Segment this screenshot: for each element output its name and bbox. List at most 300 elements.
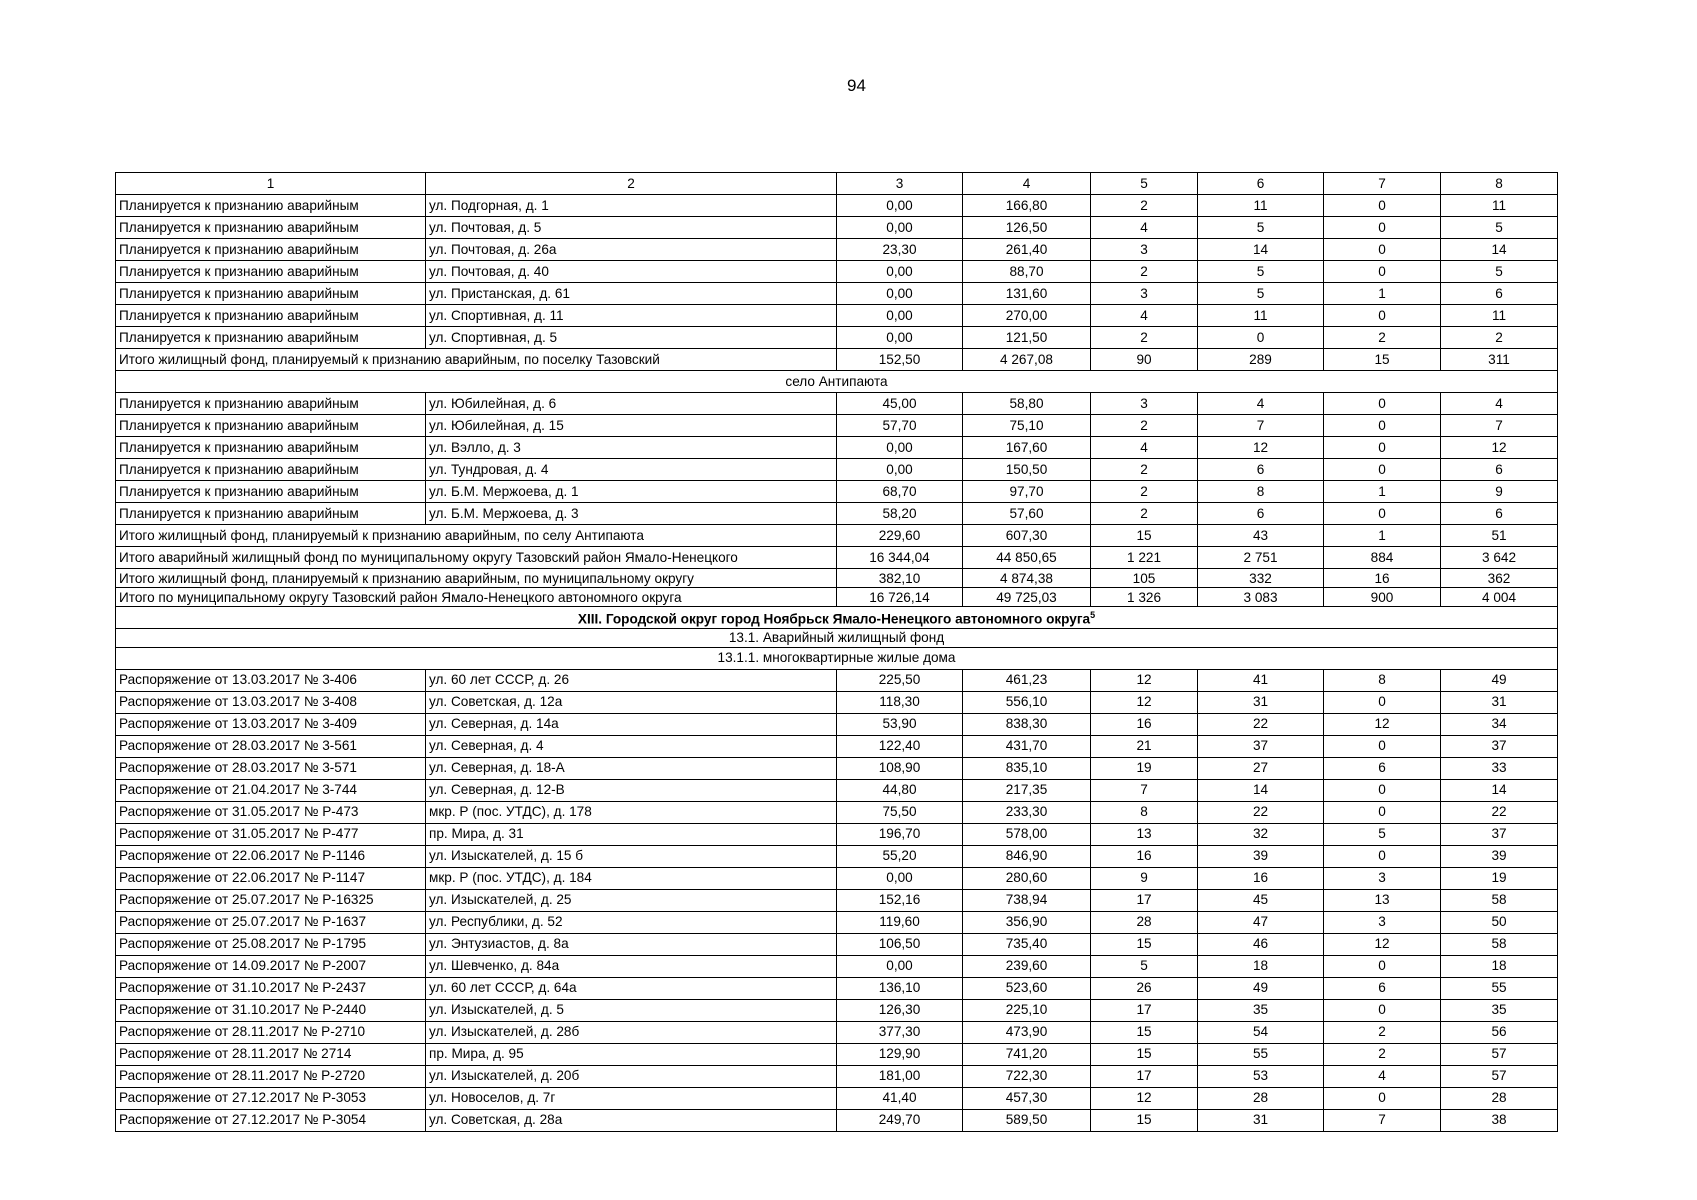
all-residents-cell: 56 — [1441, 1021, 1558, 1043]
all-residents-cell: 4 004 — [1441, 588, 1558, 607]
planned-residents-cell: 0 — [1324, 217, 1441, 239]
address-cell: ул. Северная, д. 12-В — [426, 779, 837, 801]
basis-cell: Распоряжение от 31.10.2017 № Р-2440 — [116, 999, 426, 1021]
residents-cell: 32 — [1198, 823, 1324, 845]
living-area-cell: 4 267,08 — [963, 349, 1091, 371]
living-area-cell: 166,80 — [963, 195, 1091, 217]
basis-cell: Планируется к признанию аварийным — [116, 459, 426, 481]
basis-cell: Планируется к признанию аварийным — [116, 217, 426, 239]
basis-cell: Распоряжение от 31.05.2017 № Р-473 — [116, 801, 426, 823]
planned-residents-cell: 0 — [1324, 239, 1441, 261]
section-header-row — [116, 371, 1558, 393]
residents-cell: 0 — [1198, 327, 1324, 349]
flats-cell: 4 — [1091, 305, 1198, 327]
planned-residents-cell: 2 — [1324, 1021, 1441, 1043]
section-cell — [116, 607, 1558, 629]
planned-residents-cell: 0 — [1324, 459, 1441, 481]
table-row — [116, 823, 1558, 845]
planned-residents-cell: 6 — [1324, 977, 1441, 999]
address-cell: ул. Б.М. Мержоева, д. 3 — [426, 503, 837, 525]
address-cell: пр. Мира, д. 95 — [426, 1043, 837, 1065]
table-row — [116, 305, 1558, 327]
total-area-cell: 0,00 — [837, 437, 963, 459]
address-cell: ул. Энтузиастов, д. 8а — [426, 933, 837, 955]
residents-cell: 27 — [1198, 757, 1324, 779]
flats-cell: 2 — [1091, 261, 1198, 283]
flats-cell: 12 — [1091, 1087, 1198, 1109]
basis-cell: Планируется к признанию аварийным — [116, 305, 426, 327]
residents-cell: 31 — [1198, 691, 1324, 713]
living-area-cell: 270,00 — [963, 305, 1091, 327]
planned-residents-cell: 1 — [1324, 481, 1441, 503]
table-row — [116, 757, 1558, 779]
basis-cell: Распоряжение от 25.07.2017 № Р-16325 — [116, 889, 426, 911]
residents-cell: 22 — [1198, 801, 1324, 823]
living-area-cell: 835,10 — [963, 757, 1091, 779]
flats-cell: 15 — [1091, 1043, 1198, 1065]
living-area-cell: 735,40 — [963, 933, 1091, 955]
basis-cell: Распоряжение от 22.06.2017 № Р-1146 — [116, 845, 426, 867]
section-title: 13.1. Аварийный жилищный фонд — [728, 630, 945, 646]
basis-cell: Распоряжение от 27.12.2017 № Р-3053 — [116, 1087, 426, 1109]
table-row — [116, 1021, 1558, 1043]
table-row — [116, 239, 1558, 261]
basis-cell: Распоряжение от 28.11.2017 № Р-2720 — [116, 1065, 426, 1087]
all-residents-cell: 33 — [1441, 757, 1558, 779]
all-residents-cell: 6 — [1441, 503, 1558, 525]
all-residents-cell: 4 — [1441, 393, 1558, 415]
planned-residents-cell: 15 — [1324, 349, 1441, 371]
flats-cell: 28 — [1091, 911, 1198, 933]
all-residents-cell: 22 — [1441, 801, 1558, 823]
all-residents-cell: 11 — [1441, 305, 1558, 327]
living-area-cell: 356,90 — [963, 911, 1091, 933]
total-area-cell: 41,40 — [837, 1087, 963, 1109]
table-row — [116, 217, 1558, 239]
address-cell: мкр. Р (пос. УТДС), д. 184 — [426, 867, 837, 889]
living-area-cell: 607,30 — [963, 525, 1091, 547]
flats-cell: 17 — [1091, 889, 1198, 911]
flats-cell: 5 — [1091, 955, 1198, 977]
planned-residents-cell: 0 — [1324, 801, 1441, 823]
total-area-cell: 196,70 — [837, 823, 963, 845]
planned-residents-cell: 0 — [1324, 999, 1441, 1021]
address-cell: ул. Изыскателей, д. 20б — [426, 1065, 837, 1087]
basis-cell: Планируется к признанию аварийным — [116, 195, 426, 217]
total-row — [116, 547, 1558, 569]
section-header-row — [116, 647, 1558, 669]
address-cell: ул. 60 лет СССР, д. 26 — [426, 669, 837, 691]
residents-cell: 22 — [1198, 713, 1324, 735]
residents-cell: 7 — [1198, 415, 1324, 437]
residents-cell: 55 — [1198, 1043, 1324, 1065]
address-cell: ул. Тундровая, д. 4 — [426, 459, 837, 481]
living-area-cell: 846,90 — [963, 845, 1091, 867]
living-area-cell: 167,60 — [963, 437, 1091, 459]
living-area-cell: 225,10 — [963, 999, 1091, 1021]
residents-cell: 5 — [1198, 283, 1324, 305]
living-area-cell: 233,30 — [963, 801, 1091, 823]
table-row — [116, 977, 1558, 999]
section-header-row — [116, 628, 1558, 647]
basis-cell: Распоряжение от 21.04.2017 № 3-744 — [116, 779, 426, 801]
total-area-cell: 0,00 — [837, 283, 963, 305]
total-label-cell: Итого жилищный фонд, планируемый к признанию аварийным, по поселку Тазовский — [116, 349, 837, 371]
living-area-cell: 239,60 — [963, 955, 1091, 977]
total-area-cell: 16 726,14 — [837, 588, 963, 607]
living-area-cell: 261,40 — [963, 239, 1091, 261]
planned-residents-cell: 4 — [1324, 1065, 1441, 1087]
living-area-cell: 431,70 — [963, 735, 1091, 757]
residents-cell: 6 — [1198, 503, 1324, 525]
table-row — [116, 503, 1558, 525]
basis-cell: Распоряжение от 27.12.2017 № Р-3054 — [116, 1109, 426, 1131]
living-area-cell: 280,60 — [963, 867, 1091, 889]
flats-cell: 1 326 — [1091, 588, 1198, 607]
flats-cell: 2 — [1091, 481, 1198, 503]
total-area-cell: 0,00 — [837, 955, 963, 977]
living-area-cell: 589,50 — [963, 1109, 1091, 1131]
total-area-cell: 55,20 — [837, 845, 963, 867]
basis-cell: Распоряжение от 13.03.2017 № 3-408 — [116, 691, 426, 713]
residents-cell: 14 — [1198, 779, 1324, 801]
address-cell: ул. Юбилейная, д. 6 — [426, 393, 837, 415]
address-cell: ул. Вэлло, д. 3 — [426, 437, 837, 459]
all-residents-cell: 6 — [1441, 459, 1558, 481]
section-header-row — [116, 607, 1558, 629]
planned-residents-cell: 6 — [1324, 757, 1441, 779]
residents-cell: 16 — [1198, 867, 1324, 889]
table-row — [116, 801, 1558, 823]
total-area-cell: 119,60 — [837, 911, 963, 933]
address-cell: ул. Советская, д. 12а — [426, 691, 837, 713]
column-number: 5 — [1091, 173, 1198, 195]
flats-cell: 15 — [1091, 525, 1198, 547]
basis-cell: Распоряжение от 28.03.2017 № 3-571 — [116, 757, 426, 779]
table-row — [116, 1065, 1558, 1087]
column-number: 1 — [116, 173, 426, 195]
residents-cell: 18 — [1198, 955, 1324, 977]
total-area-cell: 44,80 — [837, 779, 963, 801]
flats-cell: 4 — [1091, 437, 1198, 459]
table-row — [116, 437, 1558, 459]
all-residents-cell: 11 — [1441, 195, 1558, 217]
planned-residents-cell: 8 — [1324, 669, 1441, 691]
residents-cell: 5 — [1198, 261, 1324, 283]
column-number: 8 — [1441, 173, 1558, 195]
column-number: 6 — [1198, 173, 1324, 195]
planned-residents-cell: 3 — [1324, 911, 1441, 933]
all-residents-cell: 49 — [1441, 669, 1558, 691]
total-area-cell: 152,16 — [837, 889, 963, 911]
total-label-cell: Итого по муниципальному округу Тазовский район Ямало-Ненецкого автономного округа — [116, 588, 837, 607]
living-area-cell: 150,50 — [963, 459, 1091, 481]
living-area-cell: 741,20 — [963, 1043, 1091, 1065]
residents-cell: 54 — [1198, 1021, 1324, 1043]
planned-residents-cell: 5 — [1324, 823, 1441, 845]
flats-cell: 19 — [1091, 757, 1198, 779]
all-residents-cell: 58 — [1441, 889, 1558, 911]
basis-cell: Планируется к признанию аварийным — [116, 481, 426, 503]
table-row — [116, 393, 1558, 415]
residents-cell: 47 — [1198, 911, 1324, 933]
address-cell: ул. Новоселов, д. 7г — [426, 1087, 837, 1109]
housing-stock-table — [115, 172, 1558, 1132]
table-row — [116, 867, 1558, 889]
living-area-cell: 556,10 — [963, 691, 1091, 713]
all-residents-cell: 37 — [1441, 823, 1558, 845]
living-area-cell: 75,10 — [963, 415, 1091, 437]
all-residents-cell: 31 — [1441, 691, 1558, 713]
flats-cell: 8 — [1091, 801, 1198, 823]
total-label-cell: Итого жилищный фонд, планируемый к признанию аварийным, по муниципальному округу — [116, 569, 837, 588]
planned-residents-cell: 2 — [1324, 1043, 1441, 1065]
planned-residents-cell: 0 — [1324, 779, 1441, 801]
flats-cell: 7 — [1091, 779, 1198, 801]
basis-cell: Планируется к признанию аварийным — [116, 239, 426, 261]
flats-cell: 16 — [1091, 713, 1198, 735]
all-residents-cell: 6 — [1441, 283, 1558, 305]
section-title: 13.1.1. многоквартирные жилые дома — [717, 650, 956, 666]
section-cell — [116, 647, 1558, 669]
address-cell: ул. Изыскателей, д. 5 — [426, 999, 837, 1021]
table-row — [116, 999, 1558, 1021]
basis-cell: Планируется к признанию аварийным — [116, 503, 426, 525]
total-area-cell: 57,70 — [837, 415, 963, 437]
basis-cell: Распоряжение от 13.03.2017 № 3-406 — [116, 669, 426, 691]
total-area-cell: 0,00 — [837, 459, 963, 481]
flats-cell: 4 — [1091, 217, 1198, 239]
basis-cell: Распоряжение от 13.03.2017 № 3-409 — [116, 713, 426, 735]
table-row — [116, 261, 1558, 283]
address-cell: ул. Подгорная, д. 1 — [426, 195, 837, 217]
address-cell: ул. Почтовая, д. 40 — [426, 261, 837, 283]
table-row — [116, 779, 1558, 801]
residents-cell: 53 — [1198, 1065, 1324, 1087]
total-area-cell: 181,00 — [837, 1065, 963, 1087]
residents-cell: 11 — [1198, 195, 1324, 217]
residents-cell: 45 — [1198, 889, 1324, 911]
total-area-cell: 126,30 — [837, 999, 963, 1021]
total-area-cell: 106,50 — [837, 933, 963, 955]
living-area-cell: 217,35 — [963, 779, 1091, 801]
address-cell: ул. Изыскателей, д. 25 — [426, 889, 837, 911]
planned-residents-cell: 0 — [1324, 1087, 1441, 1109]
address-cell: ул. Шевченко, д. 84а — [426, 955, 837, 977]
planned-residents-cell: 0 — [1324, 393, 1441, 415]
basis-cell: Планируется к признанию аварийным — [116, 437, 426, 459]
flats-cell: 17 — [1091, 1065, 1198, 1087]
basis-cell: Планируется к признанию аварийным — [116, 393, 426, 415]
residents-cell: 35 — [1198, 999, 1324, 1021]
planned-residents-cell: 0 — [1324, 955, 1441, 977]
flats-cell: 26 — [1091, 977, 1198, 999]
living-area-cell: 49 725,03 — [963, 588, 1091, 607]
living-area-cell: 121,50 — [963, 327, 1091, 349]
planned-residents-cell: 16 — [1324, 569, 1441, 588]
planned-residents-cell: 1 — [1324, 283, 1441, 305]
all-residents-cell: 38 — [1441, 1109, 1558, 1131]
flats-cell: 13 — [1091, 823, 1198, 845]
flats-cell: 2 — [1091, 459, 1198, 481]
living-area-cell: 126,50 — [963, 217, 1091, 239]
residents-cell: 3 083 — [1198, 588, 1324, 607]
table-body — [116, 173, 1558, 1132]
table-row — [116, 1109, 1558, 1131]
residents-cell: 5 — [1198, 217, 1324, 239]
residents-cell: 28 — [1198, 1087, 1324, 1109]
total-area-cell: 0,00 — [837, 217, 963, 239]
all-residents-cell: 55 — [1441, 977, 1558, 999]
residents-cell: 4 — [1198, 393, 1324, 415]
basis-cell: Распоряжение от 28.03.2017 № 3-561 — [116, 735, 426, 757]
flats-cell: 21 — [1091, 735, 1198, 757]
total-area-cell: 136,10 — [837, 977, 963, 999]
planned-residents-cell: 2 — [1324, 327, 1441, 349]
total-area-cell: 229,60 — [837, 525, 963, 547]
planned-residents-cell: 13 — [1324, 889, 1441, 911]
address-cell: ул. Республики, д. 52 — [426, 911, 837, 933]
total-area-cell: 152,50 — [837, 349, 963, 371]
table-row — [116, 691, 1558, 713]
residents-cell: 49 — [1198, 977, 1324, 999]
total-area-cell: 0,00 — [837, 327, 963, 349]
planned-residents-cell: 0 — [1324, 845, 1441, 867]
address-cell: ул. Северная, д. 18-А — [426, 757, 837, 779]
residents-cell: 43 — [1198, 525, 1324, 547]
total-area-cell: 58,20 — [837, 503, 963, 525]
total-area-cell: 23,30 — [837, 239, 963, 261]
total-row — [116, 569, 1558, 588]
residents-cell: 332 — [1198, 569, 1324, 588]
flats-cell: 2 — [1091, 415, 1198, 437]
living-area-cell: 44 850,65 — [963, 547, 1091, 569]
section-title: село Антипаюта — [785, 373, 888, 389]
residents-cell: 31 — [1198, 1109, 1324, 1131]
all-residents-cell: 14 — [1441, 779, 1558, 801]
table-row — [116, 669, 1558, 691]
basis-cell: Планируется к признанию аварийным — [116, 261, 426, 283]
address-cell: ул. Советская, д. 28а — [426, 1109, 837, 1131]
table-row — [116, 283, 1558, 305]
residents-cell: 12 — [1198, 437, 1324, 459]
table-row — [116, 327, 1558, 349]
address-cell: ул. Спортивная, д. 11 — [426, 305, 837, 327]
all-residents-cell: 5 — [1441, 261, 1558, 283]
residents-cell: 37 — [1198, 735, 1324, 757]
flats-cell: 15 — [1091, 1109, 1198, 1131]
total-area-cell: 122,40 — [837, 735, 963, 757]
flats-cell: 9 — [1091, 867, 1198, 889]
all-residents-cell: 7 — [1441, 415, 1558, 437]
flats-cell: 3 — [1091, 393, 1198, 415]
all-residents-cell: 3 642 — [1441, 547, 1558, 569]
basis-cell: Распоряжение от 31.05.2017 № Р-477 — [116, 823, 426, 845]
flats-cell: 105 — [1091, 569, 1198, 588]
residents-cell: 39 — [1198, 845, 1324, 867]
flats-cell: 12 — [1091, 691, 1198, 713]
planned-residents-cell: 1 — [1324, 525, 1441, 547]
address-cell: ул. Спортивная, д. 5 — [426, 327, 837, 349]
total-label-cell: Итого аварийный жилищный фонд по муниципальному округу Тазовский район Ямало-Ненецкого — [116, 547, 837, 569]
table-row — [116, 955, 1558, 977]
planned-residents-cell: 0 — [1324, 305, 1441, 327]
flats-cell: 3 — [1091, 283, 1198, 305]
total-area-cell: 108,90 — [837, 757, 963, 779]
total-area-cell: 129,90 — [837, 1043, 963, 1065]
flats-cell: 2 — [1091, 503, 1198, 525]
total-row — [116, 588, 1558, 607]
all-residents-cell: 362 — [1441, 569, 1558, 588]
total-area-cell: 377,30 — [837, 1021, 963, 1043]
total-area-cell: 249,70 — [837, 1109, 963, 1131]
flats-cell: 2 — [1091, 195, 1198, 217]
total-row — [116, 349, 1558, 371]
planned-residents-cell: 900 — [1324, 588, 1441, 607]
total-area-cell: 118,30 — [837, 691, 963, 713]
column-number: 4 — [963, 173, 1091, 195]
living-area-cell: 738,94 — [963, 889, 1091, 911]
living-area-cell: 57,60 — [963, 503, 1091, 525]
residents-cell: 11 — [1198, 305, 1324, 327]
all-residents-cell: 28 — [1441, 1087, 1558, 1109]
planned-residents-cell: 12 — [1324, 713, 1441, 735]
basis-cell: Распоряжение от 28.11.2017 № 2714 — [116, 1043, 426, 1065]
flats-cell: 15 — [1091, 1021, 1198, 1043]
flats-cell: 3 — [1091, 239, 1198, 261]
living-area-cell: 722,30 — [963, 1065, 1091, 1087]
table-row — [116, 845, 1558, 867]
flats-cell: 12 — [1091, 669, 1198, 691]
basis-cell: Распоряжение от 25.07.2017 № Р-1637 — [116, 911, 426, 933]
living-area-cell: 461,23 — [963, 669, 1091, 691]
all-residents-cell: 57 — [1441, 1043, 1558, 1065]
address-cell: ул. Б.М. Мержоева, д. 1 — [426, 481, 837, 503]
all-residents-cell: 311 — [1441, 349, 1558, 371]
living-area-cell: 457,30 — [963, 1087, 1091, 1109]
planned-residents-cell: 0 — [1324, 195, 1441, 217]
all-residents-cell: 14 — [1441, 239, 1558, 261]
table-row — [116, 933, 1558, 955]
address-cell: ул. Северная, д. 4 — [426, 735, 837, 757]
address-cell: ул. Изыскателей, д. 28б — [426, 1021, 837, 1043]
all-residents-cell: 9 — [1441, 481, 1558, 503]
planned-residents-cell: 0 — [1324, 261, 1441, 283]
residents-cell: 289 — [1198, 349, 1324, 371]
all-residents-cell: 57 — [1441, 1065, 1558, 1087]
living-area-cell: 58,80 — [963, 393, 1091, 415]
basis-cell: Распоряжение от 28.11.2017 № Р-2710 — [116, 1021, 426, 1043]
living-area-cell: 578,00 — [963, 823, 1091, 845]
total-area-cell: 0,00 — [837, 195, 963, 217]
flats-cell: 2 — [1091, 327, 1198, 349]
column-number: 2 — [426, 173, 837, 195]
planned-residents-cell: 12 — [1324, 933, 1441, 955]
table-row — [116, 735, 1558, 757]
table-row — [116, 1087, 1558, 1109]
total-area-cell: 382,10 — [837, 569, 963, 588]
all-residents-cell: 12 — [1441, 437, 1558, 459]
total-area-cell: 45,00 — [837, 393, 963, 415]
flats-cell: 1 221 — [1091, 547, 1198, 569]
all-residents-cell: 34 — [1441, 713, 1558, 735]
planned-residents-cell: 7 — [1324, 1109, 1441, 1131]
table-row — [116, 415, 1558, 437]
planned-residents-cell: 0 — [1324, 437, 1441, 459]
total-row — [116, 525, 1558, 547]
table-row — [116, 889, 1558, 911]
planned-residents-cell: 0 — [1324, 735, 1441, 757]
